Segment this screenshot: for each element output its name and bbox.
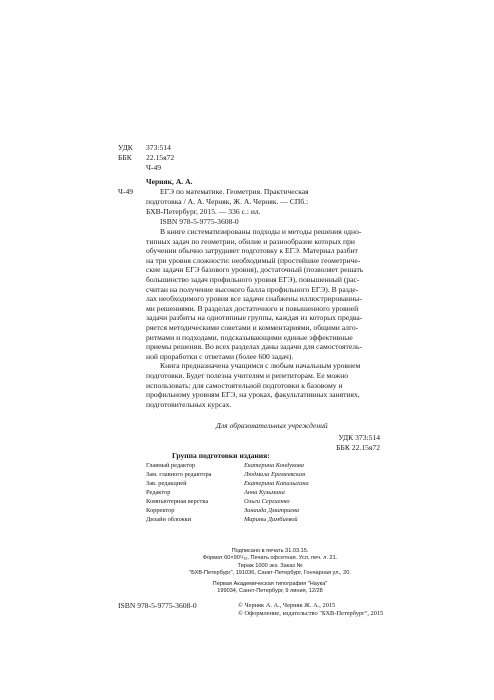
abstract-line: подготовительных курсах.: [146, 399, 232, 409]
crew-row: [146, 480, 396, 489]
abstract: [146, 227, 380, 409]
crew-name: Анна Кузьмина: [244, 489, 285, 496]
footer-isbn: ISBN 978-5-9775-3608-0: [118, 601, 197, 610]
abstract-line: использовать: для самостоятельной подготовки к базовому и: [146, 380, 343, 390]
crew-row: [146, 498, 396, 507]
crew-name: Марины Дамбиевой: [244, 516, 298, 523]
abstract-line: большинство задач профильного уровня ЕГЭ), повышенный (рас-: [146, 274, 360, 284]
imprint: [150, 548, 390, 595]
abstract-line: В книге систематизированы подходы и методы решения одно-: [160, 227, 362, 236]
abstract-line: приемы решения. Во всех разделах даны задачи для самостоятель-: [146, 342, 363, 352]
author-heading: Черняк, А. А.: [146, 177, 193, 186]
abstract-line: считан на получение высокого балла профильного ЕГЭ). В разде-: [146, 284, 359, 294]
crew-row: [146, 489, 396, 498]
copyright-line: © Оформление, издательство "БХВ-Петербург", 2015: [238, 610, 384, 617]
crew-role: Главный редактор: [146, 462, 196, 469]
crew-name: Екатерина Кондукова: [244, 462, 304, 469]
abstract-line: подготовки. Будет полезна учителям и репетиторам. Ее можно: [146, 370, 349, 380]
crew-role: Редактор: [146, 489, 171, 496]
bbk-right: ББК 22.15я72: [336, 443, 380, 452]
abstract-line: ритмами и подходами, подсказывающими единые эффективные: [146, 332, 353, 342]
udk-right: УДК 373:514: [338, 433, 380, 442]
crew-list: [146, 462, 396, 532]
imprint-line: "БХВ-Петербург", 191036, Санкт-Петербург, Гончарная ул., 20.: [189, 570, 351, 577]
abstract-line: на три уровня сложности: необходимый (простейшие геометриче-: [146, 255, 361, 265]
abstract-line: ряется методическими советами и комментариями, общими алго-: [146, 322, 359, 332]
imprint-line: Подписано в печать 31.03.15.: [231, 548, 309, 554]
catalog-isbn: ISBN 978-5-9775-3608-0: [160, 217, 239, 226]
abstract-line: ной проработки с ответами (более 600 задач).: [146, 351, 294, 361]
crew-name: Екатерина Капалыгина: [244, 480, 309, 487]
catalog-line-3: БХВ-Петербург, 2015. — 336 с.: ил.: [146, 207, 261, 216]
crew-row: [146, 462, 396, 471]
crew-name: Людмила Еремеевская: [244, 471, 306, 478]
crew-role: Компьютерная верстка: [146, 498, 209, 505]
imprint-line: Формат 60×90¹/₁₆. Печать офсетная. Усл. печ. л. 21.: [202, 555, 338, 562]
udk-label: УДК: [118, 143, 133, 152]
crew-title: Группа подготовки издания:: [172, 451, 270, 460]
catalog-mark: Ч-49: [118, 187, 134, 196]
crew-role: Корректор: [146, 507, 175, 514]
crew-row: [146, 471, 396, 480]
abstract-line: ми решениями. В разделах достаточного и повышенного уровней: [146, 303, 359, 313]
crew-role: Зав. редакцией: [146, 480, 187, 487]
abstract-line: ские задачи ЕГЭ базового уровня), достаточный (позволяет решать: [146, 265, 364, 275]
imprint-line: Первая Академическая типография "Наука": [212, 580, 328, 587]
abstract-line: обучении обычно затрудняет подготовку к ЕГЭ. Материал разбит: [146, 246, 358, 256]
imprint-line: 199034, Санкт-Петербург, 9 линия, 12/28: [217, 588, 323, 595]
crew-role: Дизайн обложки: [146, 516, 192, 523]
crew-name: Зинаида Дмитриева: [244, 507, 300, 514]
crew-row: [146, 516, 396, 525]
abstract-line: типных задач по геометрии, обилие и разнообразие которых при: [146, 236, 355, 246]
imprint-line: Тираж 1000 экз. Заказ №: [237, 562, 303, 569]
udk-value: 373:514: [146, 143, 171, 152]
bbk-value: 22.15я72: [146, 153, 175, 162]
catalog-line-2: подготовка / А. А. Черняк, Ж. А. Черняк. — СПб.:: [146, 197, 309, 206]
bbk-label: ББК: [118, 153, 132, 162]
catalog-line-1: ЕГЭ по математике. Геометрия. Практическая: [160, 187, 309, 196]
abstract-line: задачи разбиты на однотипные группы, каждая из которых предва-: [146, 313, 363, 323]
audience-note: Для образовательных учреждений: [216, 421, 328, 430]
copyright-line: © Черняк А. А., Черняк Ж. А., 2015: [238, 602, 336, 609]
author-mark: Ч-49: [146, 163, 162, 172]
crew-name: Ольги Сергиенко: [244, 498, 290, 505]
abstract-line: профильному уровням ЕГЭ, на уроках, факультативных занятиях,: [146, 390, 360, 400]
crew-role: Зам. главного редактора: [146, 471, 212, 478]
abstract-line: лах необходимого уровня все задачи снабжены иллюстрированны-: [146, 294, 362, 304]
abstract-line: Книга предназначена учащимся с любым начальным уровнем: [160, 361, 361, 371]
crew-row: [146, 507, 396, 516]
